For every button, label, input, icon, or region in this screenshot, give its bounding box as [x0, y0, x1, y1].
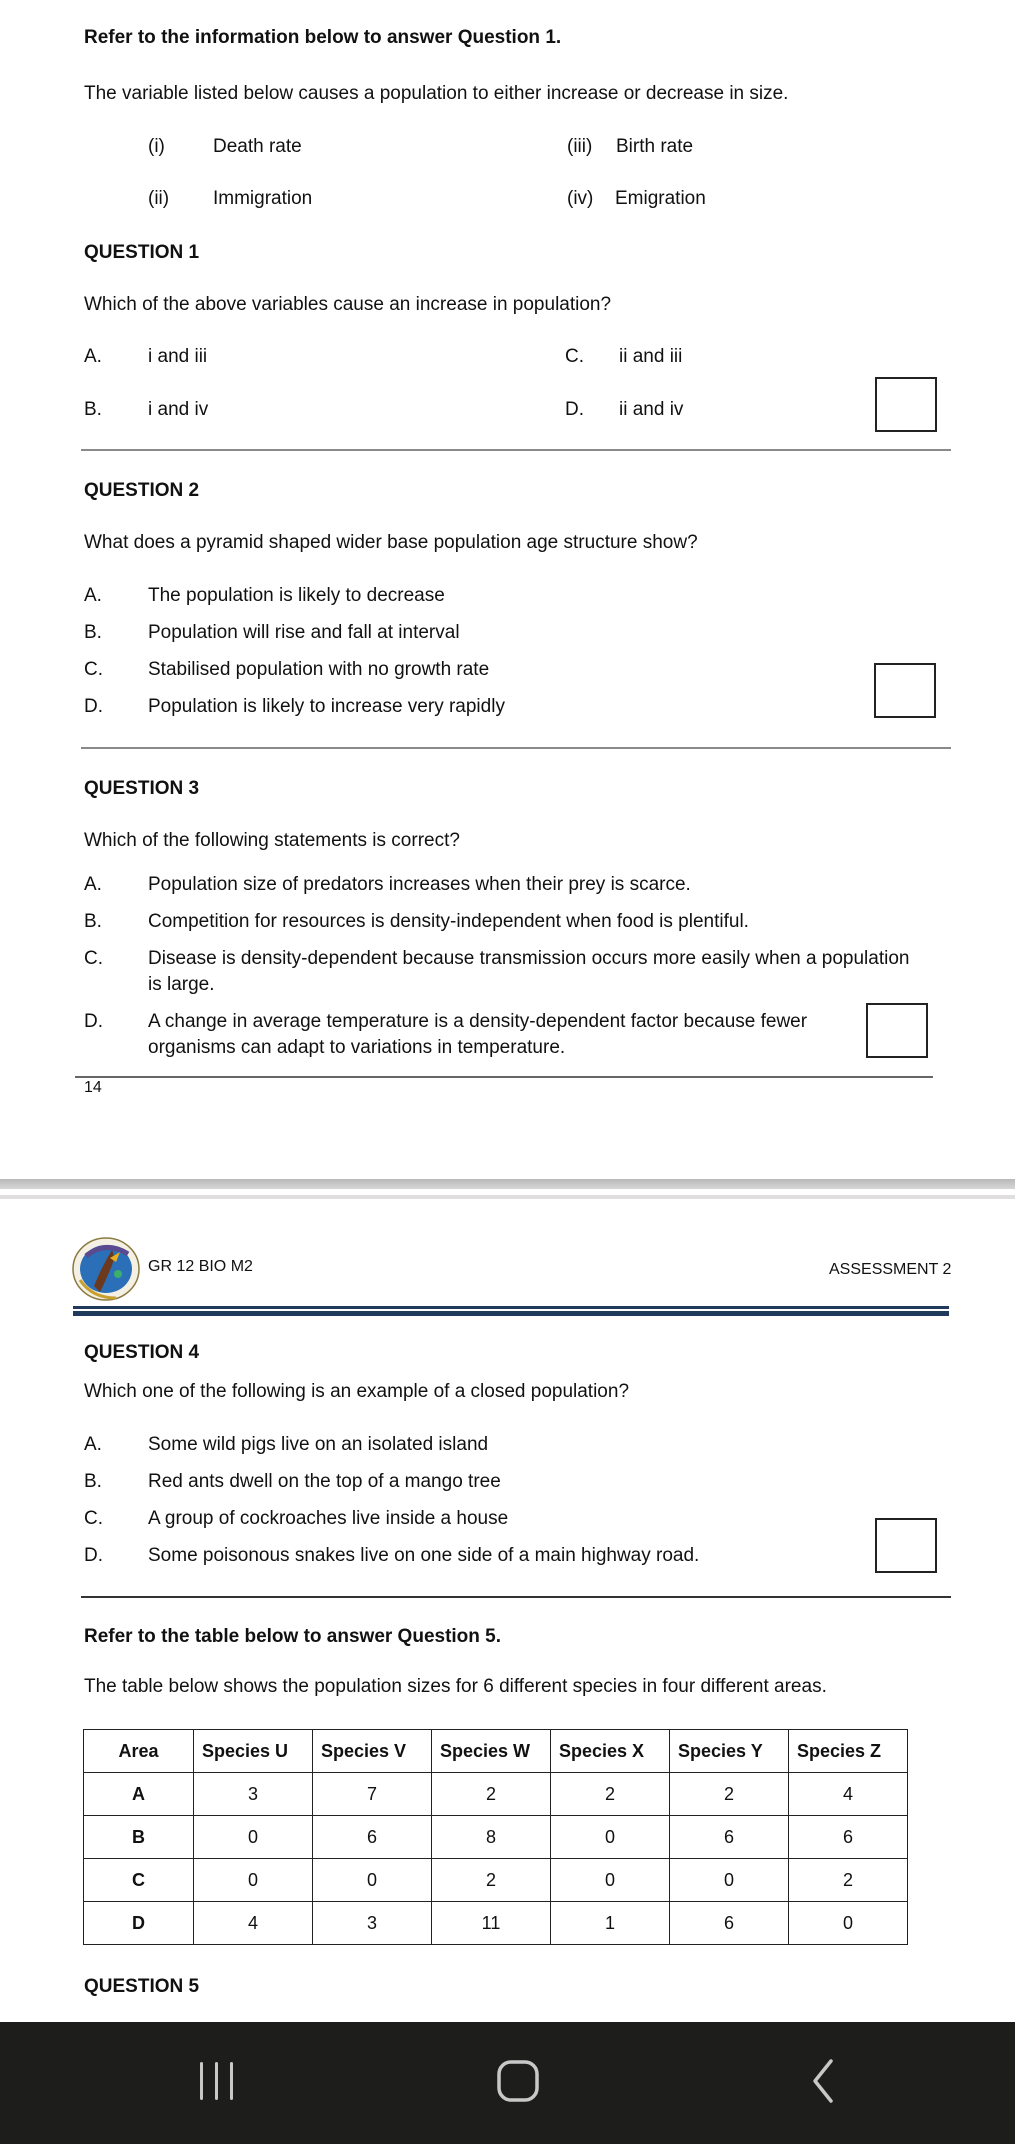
question-prompt: Which one of the following is an example of a closed population?	[84, 1381, 630, 1402]
question-prompt: What does a pyramid shaped wider base population age structure show?	[84, 532, 698, 553]
table-cell: 7	[313, 1773, 432, 1816]
option-letter: C.	[84, 948, 103, 969]
home-button[interactable]	[458, 2022, 578, 2144]
option-letter: D.	[84, 1545, 103, 1566]
variable-num: (iii)	[567, 136, 593, 157]
answer-box-q1[interactable]	[875, 377, 937, 432]
page-number: 14	[84, 1079, 102, 1096]
option-text: Population size of predators increases when their prey is scarce.	[148, 874, 691, 895]
column-header: Species U	[194, 1730, 313, 1773]
table-cell: 3	[313, 1902, 432, 1945]
column-header: Area	[84, 1730, 194, 1773]
option-letter: A.	[84, 874, 102, 895]
recent-apps-button[interactable]	[157, 2022, 277, 2144]
table-cell: 1	[551, 1902, 670, 1945]
area-cell: B	[84, 1816, 194, 1859]
option-letter: B.	[84, 1471, 102, 1492]
column-header: Species Z	[789, 1730, 908, 1773]
option-letter: A.	[84, 585, 102, 606]
back-button[interactable]	[763, 2022, 883, 2144]
option-letter: B.	[84, 622, 102, 643]
table-cell: 2	[432, 1859, 551, 1902]
variable-num: (iv)	[567, 188, 594, 209]
area-cell: A	[84, 1773, 194, 1816]
question-title: QUESTION 3	[84, 778, 200, 799]
option-letter: B.	[84, 911, 102, 932]
option-text: ii and iv	[619, 399, 684, 420]
table-cell: 6	[670, 1902, 789, 1945]
option-text: Some wild pigs live on an isolated island	[148, 1434, 489, 1455]
option-letter: C.	[84, 659, 103, 680]
table-cell: 6	[789, 1816, 908, 1859]
table-row	[84, 1859, 908, 1902]
column-header: Species Y	[670, 1730, 789, 1773]
column-header: Species V	[313, 1730, 432, 1773]
variable-num: (ii)	[148, 188, 170, 209]
option-text: A group of cockroaches live inside a house	[148, 1508, 509, 1529]
table-cell: 0	[670, 1859, 789, 1902]
table-cell: 0	[789, 1902, 908, 1945]
intro-text-q1: The variable listed below causes a population to either increase or decrease in size.	[84, 83, 789, 104]
question-title: QUESTION 4	[84, 1342, 200, 1363]
table-cell: 2	[432, 1773, 551, 1816]
table-cell: 11	[432, 1902, 551, 1945]
system-navigation-bar	[0, 2022, 1015, 2144]
page-break-shadow	[0, 1179, 1015, 1189]
table-cell: 3	[194, 1773, 313, 1816]
question-title: QUESTION 5	[84, 1976, 200, 1997]
option-letter: D.	[84, 696, 103, 717]
table-cell: 2	[670, 1773, 789, 1816]
intro-heading-q5: Refer to the table below to answer Question 5.	[84, 1626, 502, 1647]
home-icon	[496, 2059, 540, 2108]
table-cell: 6	[670, 1816, 789, 1859]
divider	[81, 449, 951, 451]
option-letter: A.	[84, 1434, 102, 1455]
table-row	[84, 1902, 908, 1945]
option-text: Red ants dwell on the top of a mango tree	[148, 1471, 501, 1492]
variable-num: (i)	[148, 136, 165, 157]
table-cell: 2	[551, 1773, 670, 1816]
option-text-continued: is large.	[148, 974, 215, 995]
option-text: Stabilised population with no growth rate	[148, 659, 490, 680]
option-letter: C.	[565, 346, 584, 367]
option-text: Population will rise and fall at interval	[148, 622, 460, 643]
answer-box-q3[interactable]	[866, 1003, 928, 1058]
intro-heading-q1: Refer to the information below to answer Question 1.	[84, 27, 562, 48]
option-text: The population is likely to decrease	[148, 585, 445, 606]
table-cell: 0	[194, 1859, 313, 1902]
back-icon	[809, 2058, 837, 2109]
variable-label: Immigration	[213, 188, 313, 209]
option-text: Some poisonous snakes live on one side of a main highway road.	[148, 1545, 700, 1566]
answer-box-q4[interactable]	[875, 1518, 937, 1573]
table-cell: 0	[194, 1816, 313, 1859]
variable-label: Birth rate	[616, 136, 694, 157]
option-text: Disease is density-dependent because transmission occurs more easily when a population	[148, 948, 910, 969]
question-title: QUESTION 1	[84, 242, 200, 263]
option-text-continued: organisms can adapt to variations in temperature.	[148, 1037, 566, 1058]
table-row	[84, 1773, 908, 1816]
page-break-line	[0, 1195, 1015, 1199]
school-logo-icon	[72, 1236, 144, 1302]
table-cell: 4	[789, 1773, 908, 1816]
area-cell: C	[84, 1859, 194, 1902]
footer-divider	[75, 1076, 933, 1078]
option-letter: D.	[84, 1011, 103, 1032]
option-text: i and iv	[148, 399, 209, 420]
table-cell: 8	[432, 1816, 551, 1859]
option-letter: B.	[84, 399, 102, 420]
table-cell: 4	[194, 1902, 313, 1945]
header-rule-thick	[73, 1311, 949, 1316]
question-title: QUESTION 2	[84, 480, 200, 501]
option-letter: A.	[84, 346, 102, 367]
option-text: Population is likely to increase very rapidly	[148, 696, 505, 717]
question-prompt: Which of the following statements is correct?	[84, 830, 460, 851]
option-letter: C.	[84, 1508, 103, 1529]
option-text: ii and iii	[619, 346, 683, 367]
intro-text-q5: The table below shows the population sizes for 6 different species in four different areas.	[84, 1676, 827, 1697]
table-cell: 0	[313, 1859, 432, 1902]
column-header: Species X	[551, 1730, 670, 1773]
table-row	[84, 1816, 908, 1859]
answer-box-q2[interactable]	[874, 663, 936, 718]
column-header: Species W	[432, 1730, 551, 1773]
header-rule-thin	[73, 1306, 949, 1309]
table-cell: 0	[551, 1859, 670, 1902]
option-letter: D.	[565, 399, 584, 420]
table-cell: 0	[551, 1816, 670, 1859]
course-code: GR 12 BIO M2	[148, 1258, 253, 1275]
divider	[81, 747, 951, 749]
divider	[81, 1596, 951, 1598]
variable-label: Emigration	[615, 188, 706, 209]
question-prompt: Which of the above variables cause an increase in population?	[84, 294, 612, 315]
variable-label: Death rate	[213, 136, 302, 157]
option-text: Competition for resources is density-independent when food is plentiful.	[148, 911, 749, 932]
assessment-label: ASSESSMENT 2	[829, 1261, 952, 1278]
recent-apps-icon	[197, 2059, 237, 2108]
option-text: i and iii	[148, 346, 208, 367]
table-cell: 2	[789, 1859, 908, 1902]
option-text: A change in average temperature is a density-dependent factor because fewer	[148, 1011, 808, 1032]
population-table	[83, 1729, 908, 1945]
table-cell: 6	[313, 1816, 432, 1859]
table-header-row	[84, 1730, 908, 1773]
area-cell: D	[84, 1902, 194, 1945]
